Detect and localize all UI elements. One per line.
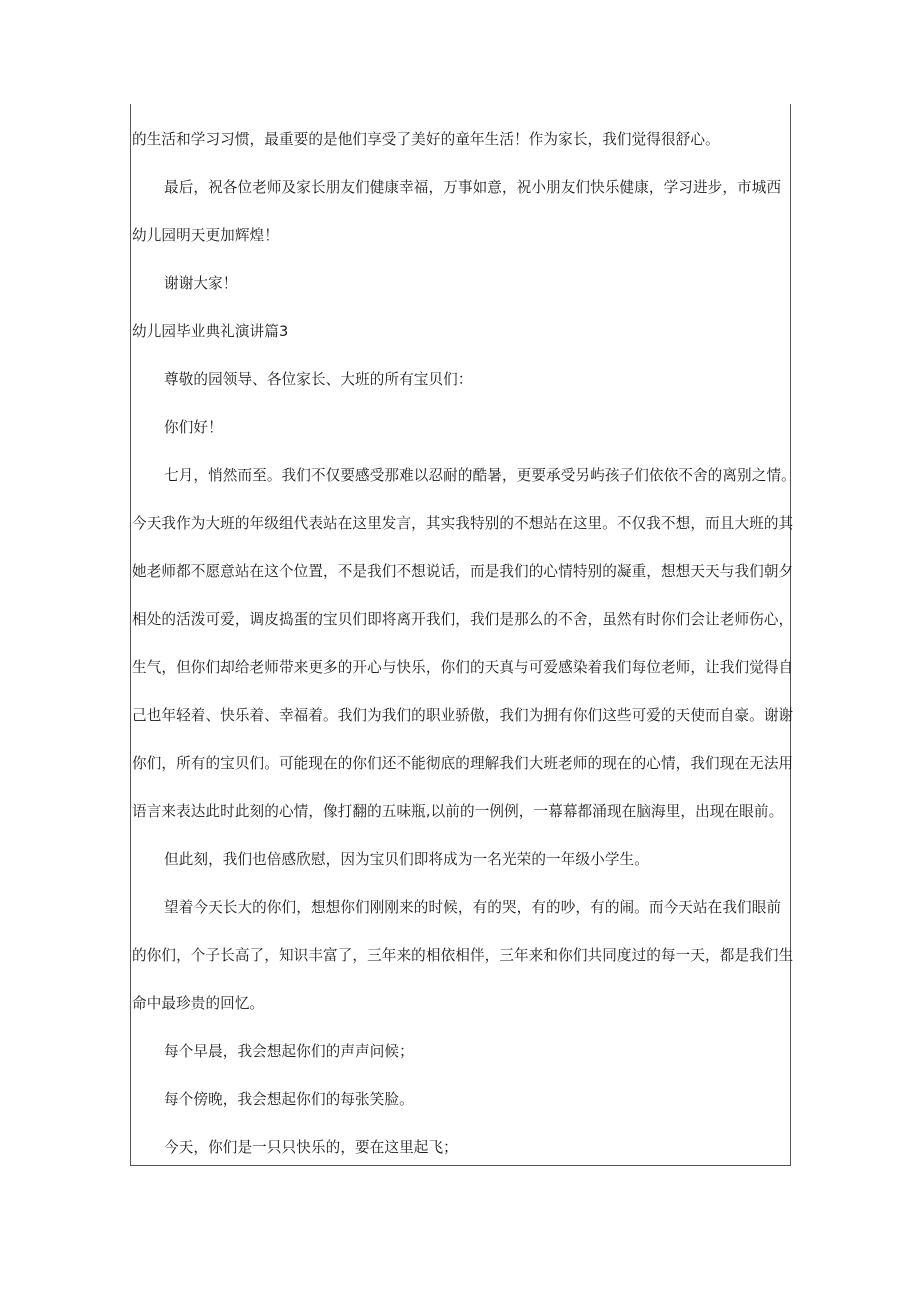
greeting: 你们好！	[164, 419, 223, 436]
paragraph-line: 最后，祝各位老师及家长朋友们健康幸福，万事如意，祝小朋友们快乐健康，学习进步，市城西	[164, 179, 782, 196]
paragraph-line: 己也年轻着、快乐着、幸福着。我们为我们的职业骄傲，我们为拥有你们这些可爱的天使而自豪。谢谢	[132, 707, 794, 724]
paragraph-line: 的生活和学习习惯，最重要的是他们享受了美好的童年生活！作为家长，我们觉得很舒心。	[132, 131, 720, 148]
paragraph-line: 生气，但你们却给老师带来更多的开心与快乐，你们的天真与可爱感染着我们每位老师，让我们觉得自	[132, 659, 794, 676]
salutation: 尊敬的园领导、各位家长、大班的所有宝贝们：	[164, 371, 473, 388]
paragraph-line: 幼儿园明天更加辉煌！	[132, 227, 279, 244]
paragraph-line: 每个傍晚，我会想起你们的每张笑脸。	[164, 1091, 414, 1108]
paragraph-line: 相处的活泼可爱，调皮捣蛋的宝贝们即将离开我们，我们是那么的不舍，虽然有时你们会让老师伤心，	[132, 611, 794, 628]
paragraph-line: 她老师都不愿意站在这个位置，不是我们不想说话，而是我们的心情特别的凝重，想想天天与我们朝夕	[132, 563, 794, 580]
paragraph-line: 望着今天长大的你们，想想你们刚刚来的时候，有的哭，有的吵，有的闹。而今天站在我们眼前	[164, 899, 782, 916]
section-title: 幼儿园毕业典礼演讲篇3	[132, 323, 289, 340]
paragraph-line: 但此刻，我们也倍感欣慰，因为宝贝们即将成为一名光荣的一年级小学生。	[164, 851, 649, 868]
paragraph-line: 谢谢大家！	[164, 275, 238, 292]
paragraph-line: 七月，悄然而至。我们不仅要感受那难以忍耐的酷暑，更要承受另屿孩子们依依不舍的离别之情。	[164, 467, 796, 484]
paragraph-line: 语言来表达此时此刻的心情，像打翻的五味瓶,以前的一例例，一幕幕都涌现在脑海里，出现在眼前。	[132, 803, 784, 820]
paragraph-line: 的你们，个子长高了，知识丰富了，三年来的相依相伴，三年来和你们共同度过的每一天，都是我们生	[132, 947, 794, 964]
paragraph-line: 你们，所有的宝贝们。可能现在的你们还不能彻底的理解我们大班老师的现在的心情，我们现在无法用	[132, 755, 794, 772]
paragraph-line: 每个早晨，我会想起你们的声声问候；	[164, 1043, 414, 1060]
paragraph-line: 命中最珍贵的回忆。	[132, 995, 265, 1012]
paragraph-line: 今天我作为大班的年级组代表站在这里发言，其实我特别的不想站在这里。不仅我不想，而且大班的其	[132, 515, 794, 532]
paragraph-line: 今天，你们是一只只快乐的，要在这里起飞；	[164, 1139, 458, 1156]
